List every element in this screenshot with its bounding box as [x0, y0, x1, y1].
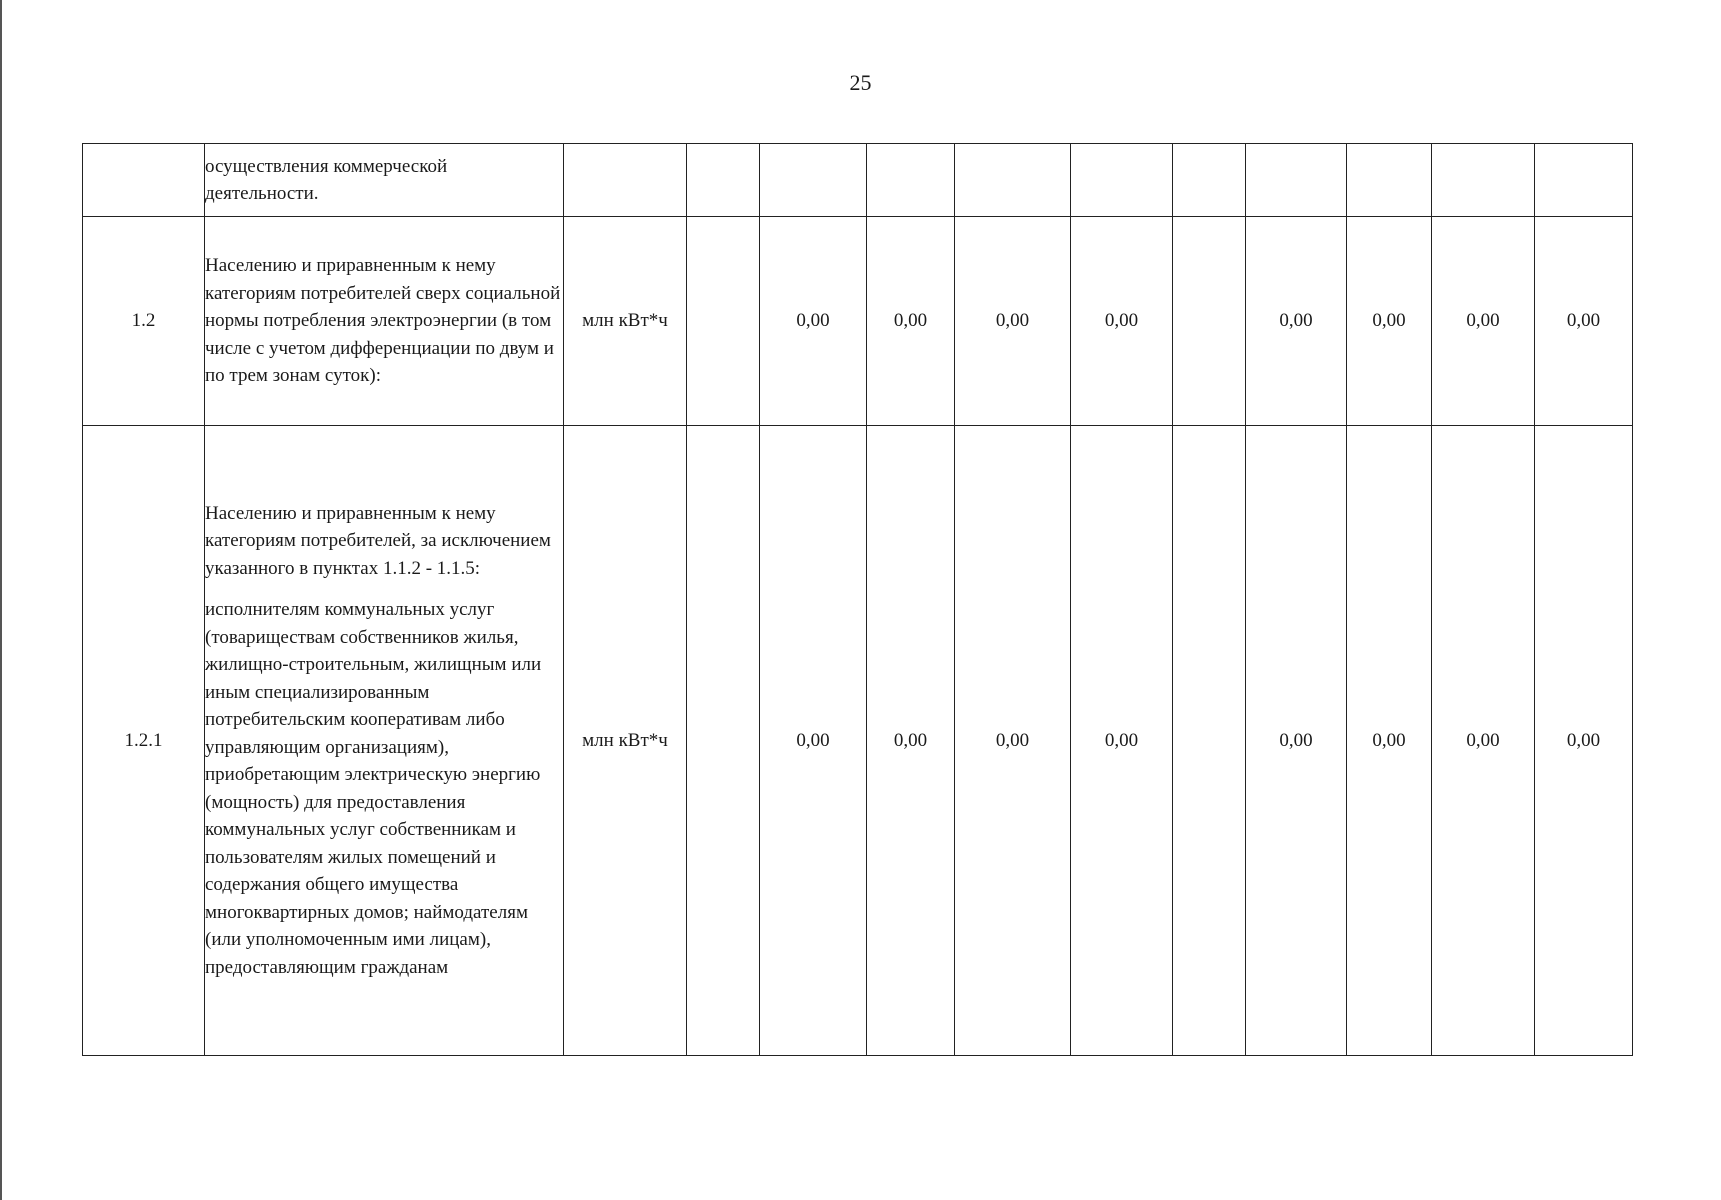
row-description: [205, 426, 564, 1056]
value-cell: [1173, 426, 1246, 1056]
value-cell: [1071, 144, 1173, 217]
row-description: [205, 144, 564, 217]
value-cell: [955, 144, 1071, 217]
value-cell: [867, 144, 955, 217]
value-cell: [1432, 144, 1535, 217]
value-cell: 0,00: [1347, 217, 1432, 426]
row-spacer-cell: [687, 217, 760, 426]
table-row: [83, 426, 1633, 1056]
value-cell: 0,00: [1071, 426, 1173, 1056]
value-cell: [1535, 144, 1633, 217]
value-cell: 0,00: [1246, 426, 1347, 1056]
description-paragraph: Населению и приравненным к нему категориям потребителей, за исключением указанного в пунктах 1.1.2 - 1.1.5:: [205, 502, 551, 579]
value-cell: 0,00: [760, 426, 867, 1056]
value-cell: 0,00: [1347, 426, 1432, 1056]
value-cell: [760, 144, 867, 217]
value-cell: [1347, 144, 1432, 217]
value-cell: [1246, 144, 1347, 217]
page-number: 25: [849, 70, 872, 95]
value-cell: 0,00: [867, 217, 955, 426]
value-cell: 0,00: [1432, 426, 1535, 1056]
table-row: [83, 144, 1633, 217]
value-cell: 0,00: [955, 426, 1071, 1056]
row-unit: [564, 144, 687, 217]
row-number: 1.2: [83, 217, 205, 426]
row-spacer-cell: [687, 144, 760, 217]
row-description: [205, 217, 564, 426]
value-cell: 0,00: [1071, 217, 1173, 426]
value-cell: 0,00: [1535, 426, 1633, 1056]
row-unit: млн кВт*ч: [564, 217, 687, 426]
row-number: 1.2.1: [83, 426, 205, 1056]
row-number: [83, 144, 205, 217]
value-cell: [1173, 217, 1246, 426]
value-cell: [1173, 144, 1246, 217]
value-cell: 0,00: [1535, 217, 1633, 426]
description-paragraph: осуществления коммерческой деятельности.: [205, 155, 448, 204]
row-spacer-cell: [687, 426, 760, 1056]
description-paragraph: исполнителям коммунальных услуг (товариществам собственников жилья, жилищно-строительным, жилищным или иным специализированным потребительским кооперативам либо управляющим организациям), приобретающим электрическую энергию (мощность) для предоставления коммунальных услуг собственникам и пользователям жилых помещений и содержания общего имущества многоквартирных домов; наймодателям (или уполномоченным ими лицам), предоставляющим гражданам: [205, 599, 542, 978]
value-cell: 0,00: [760, 217, 867, 426]
value-cell: 0,00: [867, 426, 955, 1056]
data-table: [82, 143, 1633, 1056]
page-left-edge: [0, 0, 2, 1200]
value-cell: 0,00: [1432, 217, 1535, 426]
row-unit: млн кВт*ч: [564, 426, 687, 1056]
description-paragraph: Населению и приравненным к нему категориям потребителей сверх социальной нормы потребления электроэнергии (в том числе с учетом дифференциации по двум и по трем зонам суток):: [205, 255, 561, 387]
table-row: [83, 217, 1633, 426]
value-cell: 0,00: [1246, 217, 1347, 426]
value-cell: 0,00: [955, 217, 1071, 426]
